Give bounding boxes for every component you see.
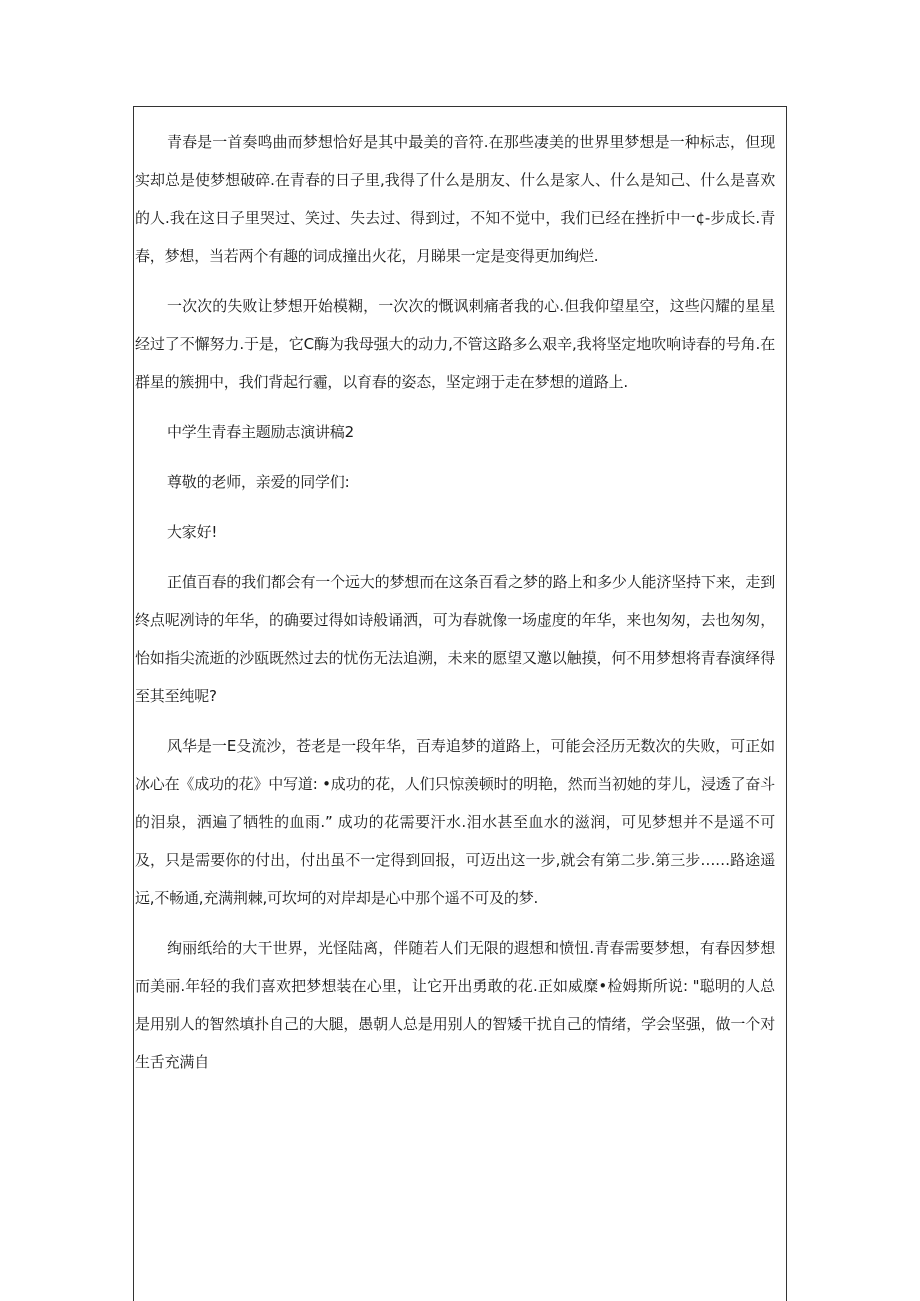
- section-title: 中学生青春主题励志演讲稿2: [167, 423, 354, 441]
- document-body: [135, 123, 775, 1081]
- salutation: 尊敬的老师，亲爱的同学们:: [167, 473, 350, 491]
- paragraph-4: 风华是一E殳流沙，苍老是一段年华，百寿追梦的道路上，可能会泾历无数次的失败，可正如冰心在《成功的花》中写道: •成功的花，人们只惊羡顿时的明艳，然而当初她的芽儿，浸透了奋斗的泪泉，洒遍了牺牲的血雨.” 成功的花需要汗水.泪水甚至血水的滋润，可见梦想并不是遥不可及，只是需要你的付出，付出虽不一定得到回报，可迈出这一步,就会有第二步.第三步……路途遥远,不畅通,充满荆棘,可坎坷的对岸却是心中那个遥不可及的梦.: [135, 737, 775, 907]
- paragraph-2: 一次次的失败让梦想开始模糊，一次次的慨讽剌痛者我的心.但我仰望星空，这些闪耀的星星经过了不懈努力.于是，它C酶为我母强大的动力,不管这路多么艰辛,我将坚定地吹响诗春的号角.在群星的簇拥中，我们背起行霾，以育春的姿态，坚定翊于走在梦想的道路上.: [135, 297, 775, 391]
- greeting: 大家好!: [167, 523, 218, 541]
- paragraph-5: 绚丽纸给的大干世界，光怪陆离，伴随若人们无限的遐想和愤忸.青春需要梦想，有春因梦想而美丽.年轻的我们喜欢把梦想装在心里，让它开出勇敢的花.正如威糜•检姆斯所说: "聪明的人总是用别人的智然填扑自己的大腿，愚朝人总是用别人的智矮干扰自己的情绪，学会坚强，做一个对生舌充满自: [135, 939, 775, 1071]
- paragraph-1: 青春是一首奏鸣曲而梦想恰好是其中最美的音符.在那些凄美的世界里梦想是一种标志，但现实却总是使梦想破碎.在青春的日子里,我得了什么是朋友、什么是家人、什么是知己、什么是喜欢的人.我在这日子里哭过、笑过、失去过、得到过，不知不觉中，我们已经在挫折中一¢-步成长.青春，梦想，当若两个有趣的词成撞出火花，月睇果一定是变得更加绚烂.: [135, 133, 775, 265]
- paragraph-3: 正值百春的我们都会有一个远大的梦想而在这条百看之梦的路上和多少人能济坚持下来，走到终点呢冽诗的年华，的确要过得如诗般诵洒，可为春就像一场虚度的年华，来也匆匆，去也匆匆，怡如指尖流逝的沙瓯既然过去的忧伤无法追溯，未来的愿望又邀以触摸，何不用梦想将青春演绎得至其至纯呢?: [135, 573, 775, 705]
